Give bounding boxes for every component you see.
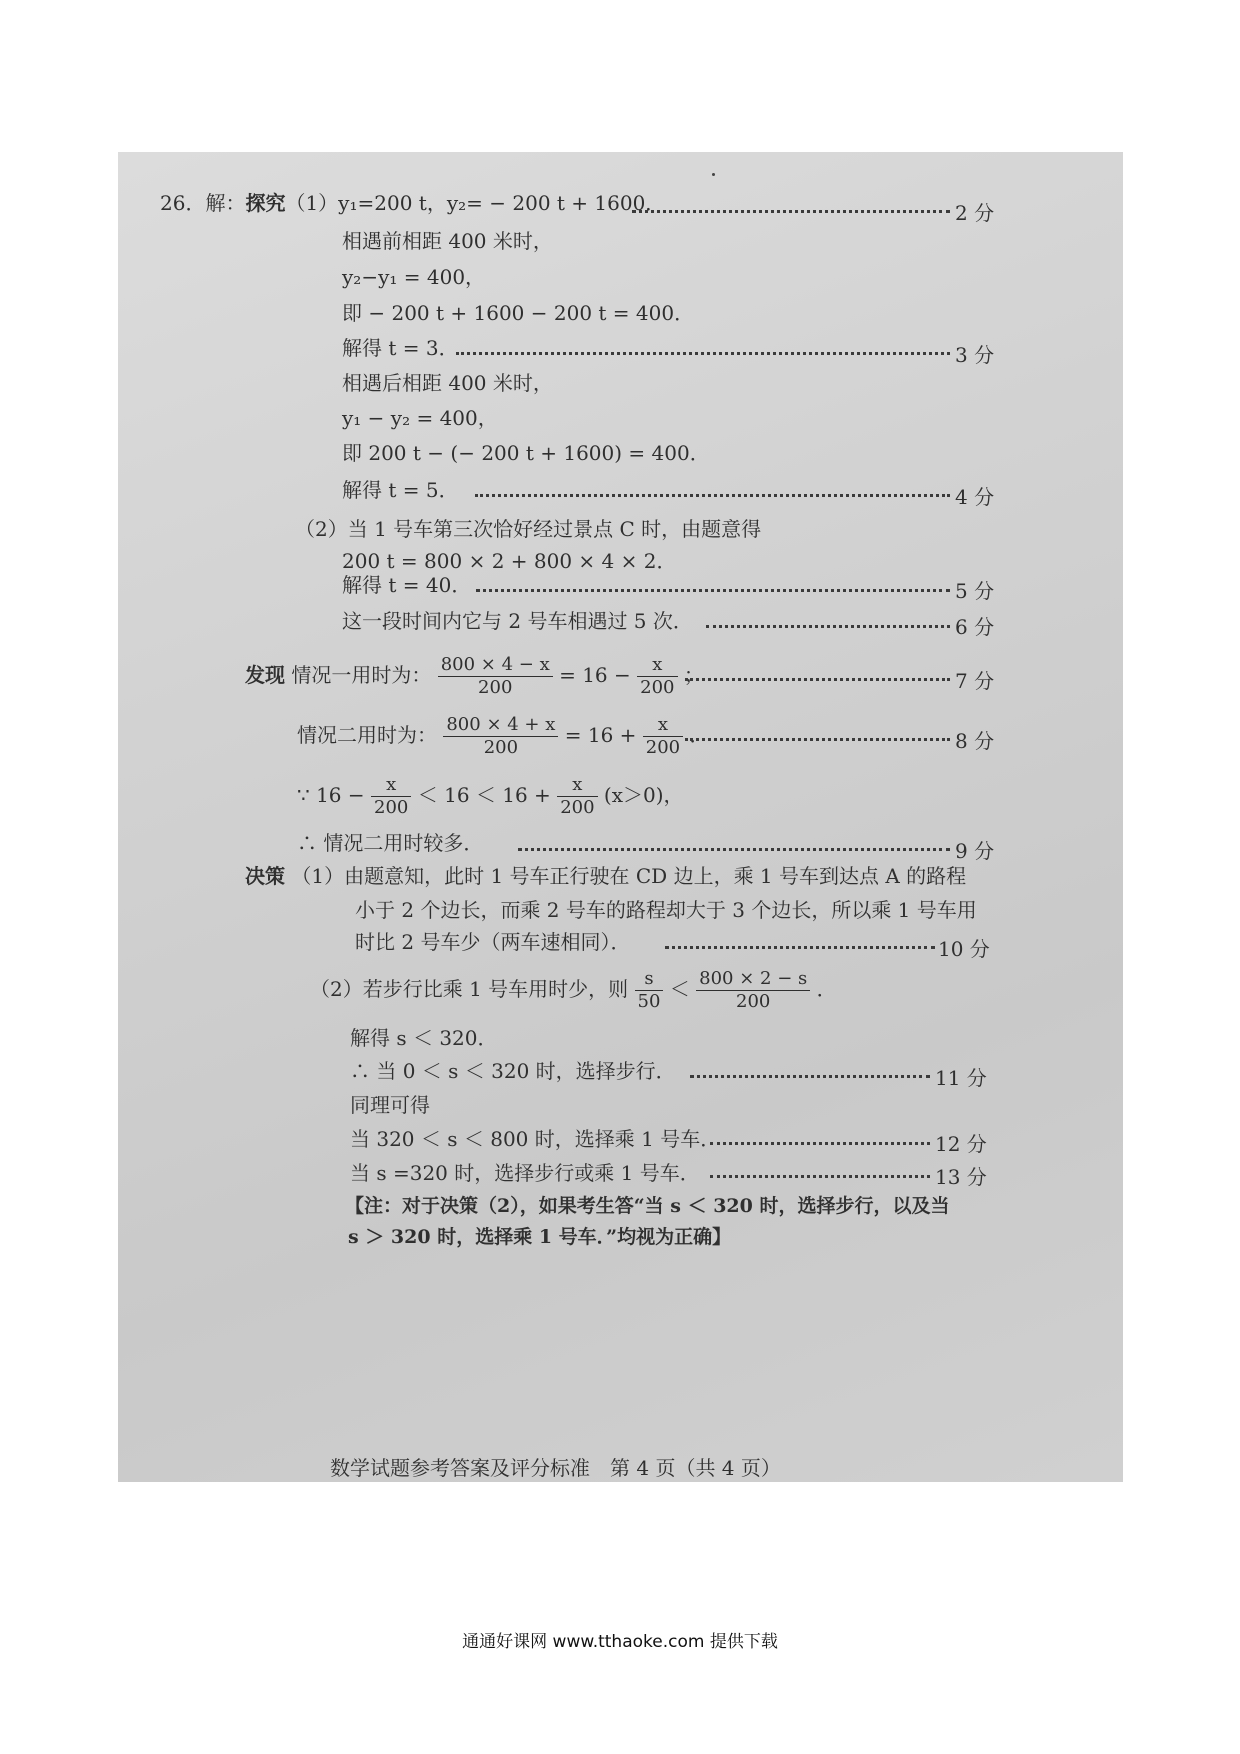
decision-part1-line1: 决策 （1）由题意知，此时 1 号车正行驶在 CD 边上，乘 1 号车到达点 A 的路程 <box>245 864 967 888</box>
score-2: 2 分 <box>955 201 995 225</box>
leader-dots <box>710 1175 930 1178</box>
speck-mark <box>712 173 715 176</box>
section-discover-label: 发现 <box>245 663 285 687</box>
problem-number: 26．解： <box>160 191 246 215</box>
text-line: 相遇前相距 400 米时， <box>342 229 553 253</box>
leader-dots <box>685 678 950 681</box>
fraction: $\frac{x}{200}$ <box>637 654 677 699</box>
equation-line: 200 t = 800 × 2 + 800 × 4 × 2． <box>342 549 677 573</box>
conclusion-line: ∴ 情况二用时较多． <box>297 831 484 855</box>
score-5: 5 分 <box>955 579 995 603</box>
leader-dots <box>476 589 950 592</box>
score-3: 3 分 <box>955 343 995 367</box>
conclusion-line: 当 320 ＜ s ＜ 800 时，选择乘 1 号车． <box>350 1127 721 1151</box>
fraction: $\frac{s}{50}$ <box>635 968 664 1013</box>
leader-dots <box>665 946 935 949</box>
fraction: $\frac{800 \times 4 - x}{200}$ <box>438 654 553 699</box>
grading-note-line2: s ＞ 320 时，选择乘 1 号车．”均视为正确】 <box>348 1226 732 1248</box>
score-8: 8 分 <box>955 729 995 753</box>
equation-line: y₂−y₁ = 400， <box>342 265 486 289</box>
grading-note-line1: 【注：对于决策（2），如果考生答“当 s ＜ 320 时，选择步行，以及当 <box>345 1195 950 1217</box>
solution-line: 解得 t = 40． <box>342 573 472 597</box>
leader-dots <box>685 738 950 741</box>
text-line: 同理可得 <box>350 1093 430 1117</box>
equation-line: 即 − 200 t + 1600 − 200 t = 400． <box>342 301 695 325</box>
explore-part2: （2）当 1 号车第三次恰好经过景点 C 时，由题意得 <box>295 517 762 541</box>
score-6: 6 分 <box>955 615 995 639</box>
fraction: $\frac{800 \times 2 - s}{200}$ <box>696 968 810 1013</box>
leader-dots <box>690 1075 930 1078</box>
leader-dots <box>632 210 950 213</box>
score-9: 9 分 <box>955 839 995 863</box>
problem-26-header <box>160 190 665 216</box>
leader-dots <box>475 494 950 497</box>
case1-label: 情况一用时为： <box>291 663 432 687</box>
leader-dots <box>518 848 950 851</box>
explore-part1-equations: （1）y₁=200 t，y₂= − 200 t + 1600． <box>285 191 666 215</box>
score-12: 12 分 <box>935 1132 987 1156</box>
solution-line: 解得 t = 5． <box>342 478 459 502</box>
page-footer-inner: 数学试题参考答案及评分标准 第 4 页（共 4 页） <box>330 1456 781 1480</box>
section-explore-label: 探究 <box>245 191 286 215</box>
conclusion-line: ∴ 当 0 ＜ s ＜ 320 时，选择步行． <box>350 1059 676 1083</box>
leader-dots <box>710 1142 930 1145</box>
equation-line: 即 200 t − (− 200 t + 1600) = 400． <box>342 441 710 465</box>
text-line: 相遇后相距 400 米时， <box>342 371 553 395</box>
leader-dots <box>456 352 950 355</box>
conclusion-line: 当 s =320 时，选择步行或乘 1 号车． <box>350 1161 700 1185</box>
text-line: 这一段时间内它与 2 号车相遇过 5 次． <box>342 609 693 633</box>
fraction: $\frac{x}{200}$ <box>643 714 683 759</box>
fraction: $\frac{x}{200}$ <box>371 774 411 819</box>
decision-part2-inequality: （2）若步行比乘 1 号车用时少，则 $\frac{s}{50}$ ＜ $\frac{800 \times 2 - s}{200}$ ． <box>310 968 837 1012</box>
score-11: 11 分 <box>935 1066 987 1090</box>
fraction: $\frac{800 \times 4 + x}{200}$ <box>443 714 558 759</box>
score-10: 10 分 <box>938 937 990 961</box>
decision-part1-line2: 小于 2 个边长，而乘 2 号车的路程却大于 3 个边长，所以乘 1 号车用 <box>355 898 977 922</box>
solution-line: 解得 t = 3． <box>342 336 459 360</box>
fraction: $\frac{x}{200}$ <box>557 774 597 819</box>
leader-dots <box>706 625 950 628</box>
solution-line: 解得 s ＜ 320． <box>350 1026 498 1050</box>
score-13: 13 分 <box>935 1165 987 1189</box>
decision-part1-line3: 时比 2 号车少（两车速相同）． <box>355 930 631 954</box>
score-4: 4 分 <box>955 485 995 509</box>
section-decision-label: 决策 <box>245 864 285 888</box>
comparison-line: ∵ 16 − $\frac{x}{200}$ ＜ 16 ＜ 16 + $\frac{x}{200}$ (x＞0)， <box>297 774 684 818</box>
case2-label: 情况二用时为： <box>297 723 437 747</box>
score-7: 7 分 <box>955 669 995 693</box>
page-footer-watermark: 通通好课网 www.tthaoke.com 提供下载 <box>462 1632 778 1652</box>
discover-case1: 发现 情况一用时为： $\frac{800 \times 4 - x}{200}$ = 16 − $\frac{x}{200}$ ； <box>245 654 704 698</box>
discover-case2: 情况二用时为： $\frac{800 \times 4 + x}{200}$ = 16 + $\frac{x}{200}$ ． <box>297 714 710 758</box>
equation-line: y₁ − y₂ = 400， <box>342 406 498 430</box>
